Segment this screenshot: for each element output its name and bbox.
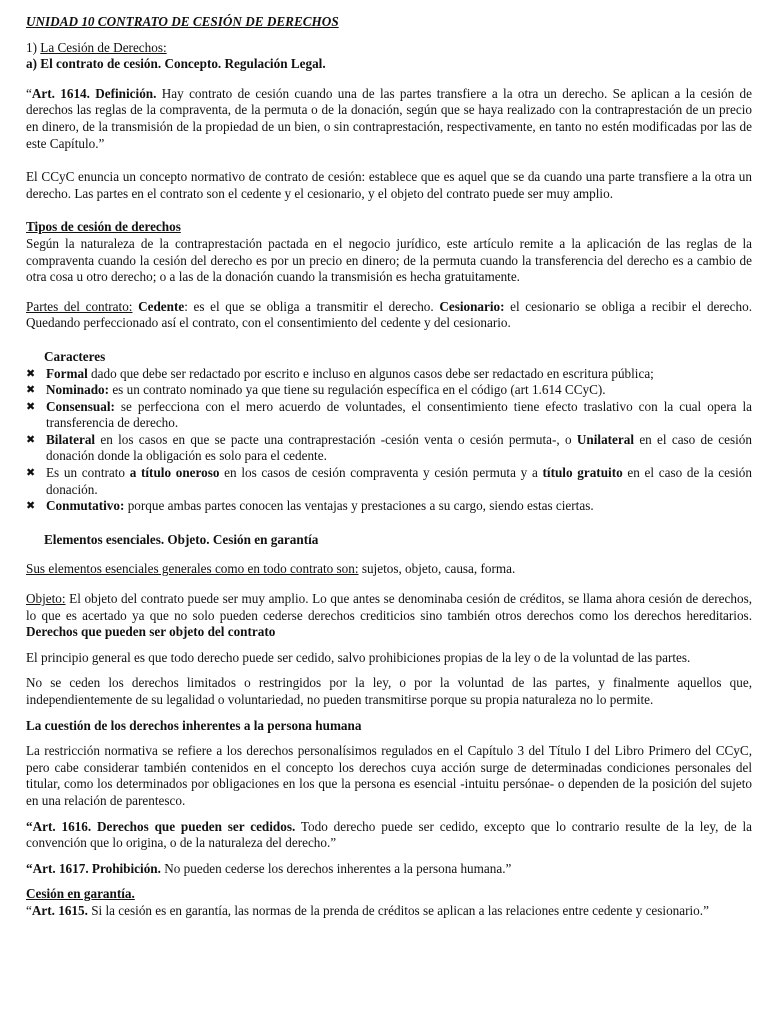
caracteres-list: [26, 366, 752, 515]
art-1614-heading: Art. 1614. Definición.: [31, 85, 157, 101]
section-number: 1): [26, 39, 41, 55]
inherentes-heading: La cuestión de los derechos inherentes a la persona humana: [26, 717, 362, 733]
document-title: UNIDAD 10 CONTRATO DE CESIÓN DE DERECHOS: [26, 14, 339, 29]
list-item: [26, 399, 752, 432]
term: Conmutativo:: [46, 498, 125, 514]
x-bullet-icon: ✖: [26, 366, 36, 380]
tipos-paragraph: Según la naturaleza de la contraprestación pactada en el negocio jurídico, este artículo remite a la aplicación de las reglas de la compraventa cuando la cesión del derecho es por un precio en dinero; de la permuta cuando la transferencia del derecho es a cambio de otra cosa u otro derecho; o a las de la donación cuando la transmisión es hecha gratuitamente.: [26, 235, 752, 285]
term-text: en los casos de cesión compraventa y cesión permuta y a: [219, 465, 543, 481]
cesionario-term: Cesionario:: [439, 298, 505, 314]
list-item: [26, 465, 752, 498]
art-1616-paragraph: [26, 819, 752, 852]
term: Bilateral: [46, 431, 96, 447]
art-1614-text: Hay contrato de cesión cuando una de las partes transfiere a la otra un derecho. Se aplican a la cesión de derechos las reglas de la compraventa, de la permuta o de la donación, según que se haya realizado con la contraprestación de un precio en dinero, de la transmisión de la propiedad de un bien, o sin contraprestación, respectivamente, en tanto no estén modificadas por las de este Capítulo.”: [26, 85, 752, 151]
term-text: porque ambas partes conocen las ventajas y prestaciones a su cargo, siendo estas ciertas.: [124, 498, 594, 514]
concepto-paragraph: El CCyC enuncia un concepto normativo de contrato de cesión: establece que es aquel que se da cuando una parte transfiere a la otra un derecho. Las partes en el contrato son el cedente y el cesionario, y el objeto del contrato puede ser muy amplio.: [26, 169, 752, 201]
art-1617-text: No pueden cederse los derechos inherentes a la persona humana.”: [160, 860, 512, 876]
elementos-text: sujetos, objeto, causa, forma.: [358, 561, 516, 577]
objeto-bold: Derechos que pueden ser objeto del contrato: [26, 624, 276, 640]
x-bullet-icon: ✖: [26, 399, 36, 413]
quote-mark: “: [26, 902, 32, 918]
art-1617-paragraph: [26, 861, 752, 878]
elementos-label: Sus elementos esenciales generales como en todo contrato son:: [26, 561, 359, 577]
x-bullet-icon: ✖: [26, 383, 36, 397]
garantia-heading: Cesión en garantía.: [26, 886, 135, 902]
restriccion-paragraph: La restricción normativa se refiere a los derechos personalísimos regulados en el Capítulo 3 del Título I del Libro Primero del CCyC, pero cabe considerar también contenidos en el concepto los derechos cuya acción surge de determinadas condiciones personales del titular, como los determinados por obligaciones en los que la persona es esencial -intuitu persónae- o dependen de la posición del sujeto en una relación de parentesco.: [26, 743, 752, 808]
term-text: en los casos en que se pacte una contraprestación -cesión venta o cesión permuta-, o: [95, 431, 577, 447]
term-text: en el caso de la cesión donación.: [46, 465, 752, 497]
list-item: [26, 432, 752, 465]
art-1614-paragraph: [26, 86, 752, 152]
elementos-paragraph: [26, 561, 752, 578]
objeto-label: Objeto:: [26, 591, 66, 607]
cedente-text: : es el que se obliga a transmitir el derecho.: [184, 298, 440, 314]
objeto-text: El objeto del contrato puede ser muy amplio. Lo que antes se denominaba cesión de créditos, se llama ahora cesión de derechos, lo que es acertado ya que no solo pueden cederse derechos crediticios sino también otros derechos como los derechos hereditarios.: [26, 591, 752, 623]
term: título gratuito: [542, 465, 623, 481]
art-1616-heading: “Art. 1616. Derechos que pueden ser cedidos.: [26, 818, 296, 834]
section-title: La Cesión de Derechos:: [40, 39, 167, 55]
x-bullet-icon: ✖: [26, 499, 36, 513]
term: Nominado:: [46, 382, 110, 398]
art-1615-paragraph: [26, 903, 752, 920]
term-text: en el caso de cesión donación donde la obligación es solo para el cedente.: [46, 431, 752, 464]
art-1615-heading: Art. 1615.: [31, 902, 88, 918]
objeto-paragraph: [26, 591, 752, 641]
x-bullet-icon: ✖: [26, 466, 36, 480]
elementos-heading: Elementos esenciales. Objeto. Cesión en garantía: [44, 531, 319, 547]
art-1615-text: Si la cesión es en garantía, las normas de la prenda de créditos se aplican a las relaciones entre cedente y cesionario.”: [87, 902, 709, 918]
cedente-term: Cedente: [132, 298, 185, 314]
caracteres-heading: Caracteres: [44, 348, 106, 364]
x-bullet-icon: ✖: [26, 432, 36, 446]
list-item: [26, 498, 752, 515]
principio-paragraph: El principio general es que todo derecho puede ser cedido, salvo prohibiciones propias de la ley o de la voluntad de las partes.: [26, 649, 691, 665]
limitados-paragraph: No se ceden los derechos limitados o restringidos por la ley, o por la voluntad de las partes, y finalmente aquellos que, independientemente de su legalidad o voluntariedad, no pueden transmitirse porque su propia naturaleza no lo permite.: [26, 675, 752, 707]
art-1617-heading: “Art. 1617. Prohibición.: [26, 860, 161, 876]
list-item: [26, 366, 752, 383]
section-subtitle: a) El contrato de cesión. Concepto. Regulación Legal.: [26, 56, 326, 72]
term-text: dado que debe ser redactado por escrito e incluso en algunos casos debe ser redactado en escritura pública;: [87, 365, 654, 381]
cesionario-text: el cesionario se obliga a recibir el derecho. Quedando perfeccionado así el contrato, con el consentimiento del cedente y del cesionario.: [26, 298, 752, 331]
term: Consensual:: [46, 398, 115, 414]
partes-paragraph: [26, 299, 752, 332]
term: Unilateral: [576, 431, 635, 447]
section-1-heading: [26, 40, 752, 57]
list-item: [26, 382, 752, 399]
term-text: es un contrato nominado ya que tiene su regulación específica en el código (art 1.614 CCyC).: [109, 382, 606, 398]
art-1616-text: Todo derecho puede ser cedido, excepto que lo contrario resulte de la ley, de la convención que lo origina, o de la naturaleza del derecho.”: [26, 818, 752, 851]
partes-label: Partes del contrato:: [26, 298, 133, 314]
term: a título oneroso: [129, 465, 220, 481]
term-text: se perfecciona con el mero acuerdo de voluntades, el consentimiento tiene efecto traslativo con la cual opera la transferencia de derecho.: [46, 398, 752, 431]
term-text: Es un contrato: [46, 465, 130, 481]
term: Formal: [46, 365, 88, 381]
quote-mark: “: [26, 85, 32, 101]
tipos-heading: Tipos de cesión de derechos: [26, 219, 181, 235]
